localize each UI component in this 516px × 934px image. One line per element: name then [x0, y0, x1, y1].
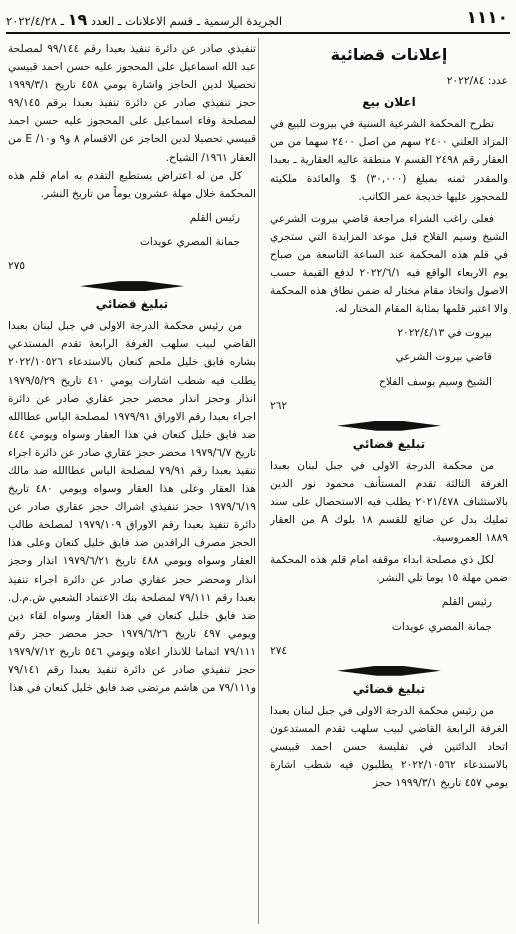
issue-reference: عدد: ٢٠٢٢/٨٤	[446, 75, 508, 88]
continued-signature-title: رئيس القلم	[189, 211, 240, 224]
sale-heading: اعلان بيع	[362, 95, 416, 110]
column-divider	[258, 38, 259, 924]
header-rule	[6, 32, 510, 34]
notice1-paragraph-2: لكل ذي مصلحة ابداء موقفه امام قلم هذه المحكمة ضمن مهلة ١٥ يوما تلي النشر.	[270, 554, 508, 585]
sale-signature-title: قاضي بيروت الشرعي	[395, 351, 492, 364]
notice1-paragraph-1: من محكمة الدرجة الاولى في جبل لبنان بعبدا الغرفة الثالثة تقدم المستأنف محمود نور الدين بالاستئناف ٢٠٢١/٤٧٨ يطلب فيه الاستحصال على سند تمليك بدل عن ضائع للقسم ١٨ بلوك A من العقار ١٨٨٩ العمروسية.	[270, 459, 508, 545]
issue-number: ١٩	[67, 10, 88, 29]
header-title	[6, 10, 282, 29]
sale-paragraph-1: تطرح المحكمة الشرعية السنية في بيروت للبيع في المزاد العلني ٢٤٠٠ سهم من اصل ٢٤٠٠ سهما من من العقار رقم ٢٤٩٨ القسم ٧ منطقة عاليه العقارية ـ بعبدا والمقدر ثمنه بمبلغ (٣٠,٠٠٠) $ والعائدة ملكيته للمحجور عليها خديجة عمر الكاتب.	[270, 118, 508, 203]
sale-date: بيروت في ٢٠٢٢/٤/١٣	[397, 327, 492, 340]
sale-number: ٢٦٢	[270, 399, 288, 412]
page-header	[6, 8, 508, 28]
notice1-heading: تبليغ قضائي	[352, 436, 426, 451]
separator-ornament	[270, 666, 508, 676]
notice1-number: ٢٧٤	[270, 644, 288, 657]
notice1-signature-name: جمانة المصري عويدات	[391, 620, 492, 633]
section-title: إعلانات قضائية	[330, 45, 448, 64]
continued-paragraph-2: كل من له اعتراض يستطيع التقدم به امام قلم هذه المحكمة خلال مهلة عشرون يوماً من تاريخ النشر.	[8, 169, 256, 200]
notice2-paragraph-1: من رئيس محكمة الدرجة الاولى في جبل لبنان بعبدا الغرفة الرابعة القاضي لبيب سلهب تقدم المستدعون اتحاد الدائنين في تفليسة حسن احمد قبيسي بالاستدعاء ٢٠٢٢/١٠٥٦٢ يطلبون فيه شطب اشارة يومي ٤٥٧ تاريخ ١٩٩٩/٣/١ حجز	[270, 704, 508, 790]
notice1-signature-title: رئيس القلم	[441, 596, 492, 609]
sale-paragraph-2: فعلى راغب الشراء مراجعة قاضي بيروت الشرعي الشيخ وسيم الفلاح قبل موعد المزايدة التي ستجري في قلم هذه المحكمة عند الساعة التاسعة من صباح يوم الاربعاء الواقع فيه ٢٠٢٢/٦/١ لدفع القيمة حسب الاصول واتخاذ مقام مختار له ضمن نطاق هذه المحكمة والا اعتبر قلمها بمثابة المقام المختار له.	[270, 212, 508, 316]
notice3-paragraph-1: من رئيس محكمة الدرجة الاولى في جبل لبنان بعبدا القاضي لبيب سلهب الغرفة الرابعة تقدم المستدعي بشاره فايق خليل ملحم كنعان بالاستدعاء ٢٠٢٢/١٠٥٢٦ يطلب فيه شطب اشارات يومي ٤١٠ تاريخ ١٩٧٩/٥/٢٩ انذار وحجز انذار محضر حجز عقاري صادر عن دائرة اجراء بعبدا رقم الاوراق ١٩٧٩/٩١ لمصلحة الياس عطاالله ضد فايق خليل كنعان في هذا العقار وسواه ويومي ٤٤٤ تاريخ ١٩٧٩/٦/٧ محضر حجز عقاري صادر عن دائرة اجراء تنفيذ بعبدا رقم ٧٩/٩١ لمصلحة الياس عطاالله ضد مالك هذا العقار وعلى هذا العقار وسواه ويومي ٤٨٠ تاريخ ١٩٧٩/٦/١٩ حجز تنفيذي اشراك حجز عقاري صادر عن دائرة تنفيذ بعبدا رقم الاوراق ١٩٧٩/١٠٩ لمصلحة طالب الحجز مصرف الرافدين ضد فايق خليل كنعان وعلى هذا العقار وسواه ويومي ٤٨٨ تاريخ ١٩٧٩/٦/٢١ انذار وحجز انذار ومحضر حجز عقاري صادر عن دائرة اجراء تنفيذ بعبدا رقم ٧٩/١١١ لمصلحة بنك الاعتماد الشعبي ش.م.ل. ضد فايق خليل كنعان في هذا العقار وسواه لقاء دين ويومي ٤٩٧ تاريخ ١٩٧٩/٦/٢٦ حجز محضر حجز رقم ٧٩/١١١ اتماما للانذار اعلاه ويومي ٥٤٦ تاريخ ١٩٧٩/٧/١٢ حجز تنفيذي صادر عن دائرة تنفيذ بعبدا رقم ٧٩/١٤١ و٧٩/١١١ من هاشم مرتضى ضد فايق خليل كنعان في هذا	[8, 320, 256, 695]
page-number: ١١١٠	[466, 8, 508, 28]
notice3-heading: تبليغ قضائي	[95, 297, 169, 312]
separator-ornament	[8, 281, 256, 291]
journal-name: الجريدة الرسمية ـ قسم الاعلانات ـ العدد	[90, 14, 283, 28]
right-column	[270, 40, 508, 926]
issue-date: ـ ٢٠٢٢/٤/٢٨	[6, 14, 65, 28]
left-column	[8, 40, 256, 926]
notice2-heading: تبليغ قضائي	[352, 681, 426, 696]
separator-ornament	[270, 421, 508, 431]
continued-paragraph-1: تنفيذي صادر عن دائرة تنفيذ بعبدا رقم ٩٩/١٤٤ لمصلحة عبد الله اسماعيل على المحجوز عليه حسن احمد قبيسي تحصيلا لدين الحاجز واشارة يومي ٤٥٨ تاريخ ١٩٩٩/٣/١ حجز تنفيذي صادر عن دائرة تنفيذ بعبدا برقم ٩٩/١٤٥ لمصلحة وفاء اسماعيل على المحجوز عليه حسن احمد قبيسي تحصيلا لدين الحاجز عن الاقسام ٨ و٩ و١٠/ E من العقار ١٩٦١/ الشياح.	[8, 43, 256, 164]
sale-signature-name: الشيخ وسيم يوسف الفلاح	[379, 375, 492, 388]
continued-signature-name: جمانة المصري عويدات	[139, 235, 240, 248]
continued-number: ٢٧٥	[8, 260, 26, 273]
